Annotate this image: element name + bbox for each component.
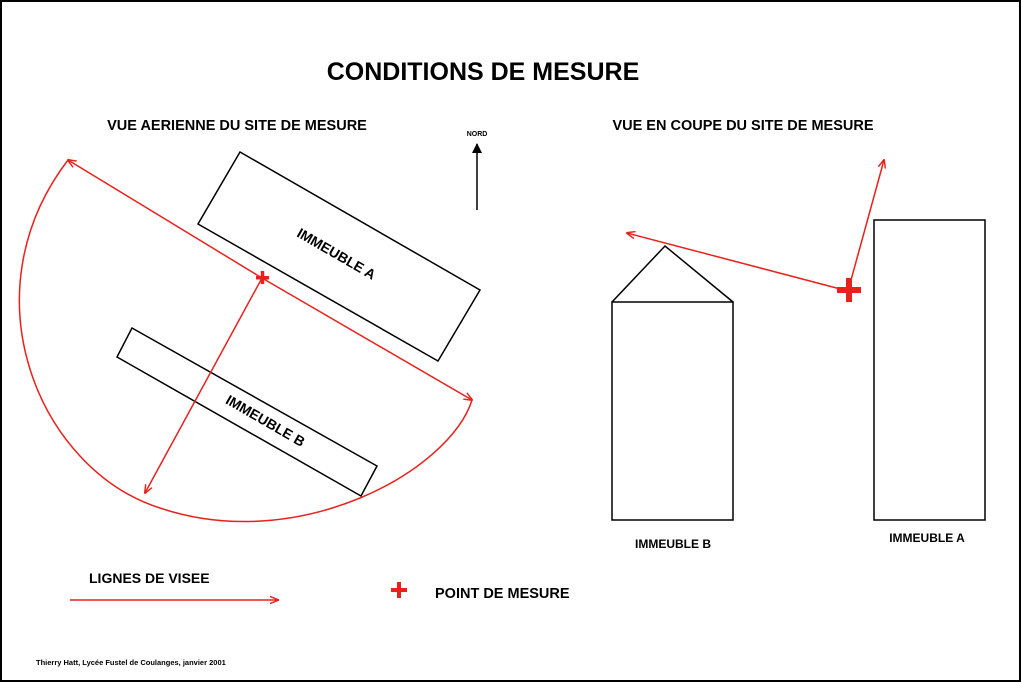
section-building-a-outline (874, 220, 985, 520)
credit-line: Thierry Hatt, Lycée Fustel de Coulanges, janvier 2001 (36, 658, 226, 667)
legend (70, 570, 570, 602)
legend-sight-lines-label: LIGNES DE VISEE (89, 570, 210, 586)
aerial-view-title: VUE AERIENNE DU SITE DE MESURE (107, 118, 367, 134)
sight-line-southwest (145, 278, 262, 493)
legend-measure-point-label: POINT DE MESURE (435, 586, 570, 602)
north-indicator (467, 131, 488, 210)
section-view-title: VUE EN COUPE DU SITE DE MESURE (612, 118, 874, 134)
aerial-building-a (198, 152, 480, 361)
aerial-building-b (117, 328, 377, 496)
north-label: NORD (466, 131, 488, 138)
section-building-b-outline (612, 302, 733, 520)
section-sight-line-over-building-b (627, 233, 848, 291)
legend-measure-point-icon (391, 582, 407, 598)
section-building-b-label: IMMEUBLE B (635, 537, 711, 551)
section-building-a (874, 220, 985, 545)
aerial-measure-point-icon (256, 271, 269, 284)
section-building-b (612, 246, 733, 551)
aerial-building-b-label: IMMEUBLE B (223, 391, 308, 450)
section-measure-point-icon (837, 278, 861, 302)
page-title: CONDITIONS DE MESURE (326, 58, 640, 86)
section-building-a-label: IMMEUBLE A (889, 531, 965, 545)
section-building-b-roof (612, 246, 733, 302)
aerial-building-a-label: IMMEUBLE A (294, 224, 379, 283)
